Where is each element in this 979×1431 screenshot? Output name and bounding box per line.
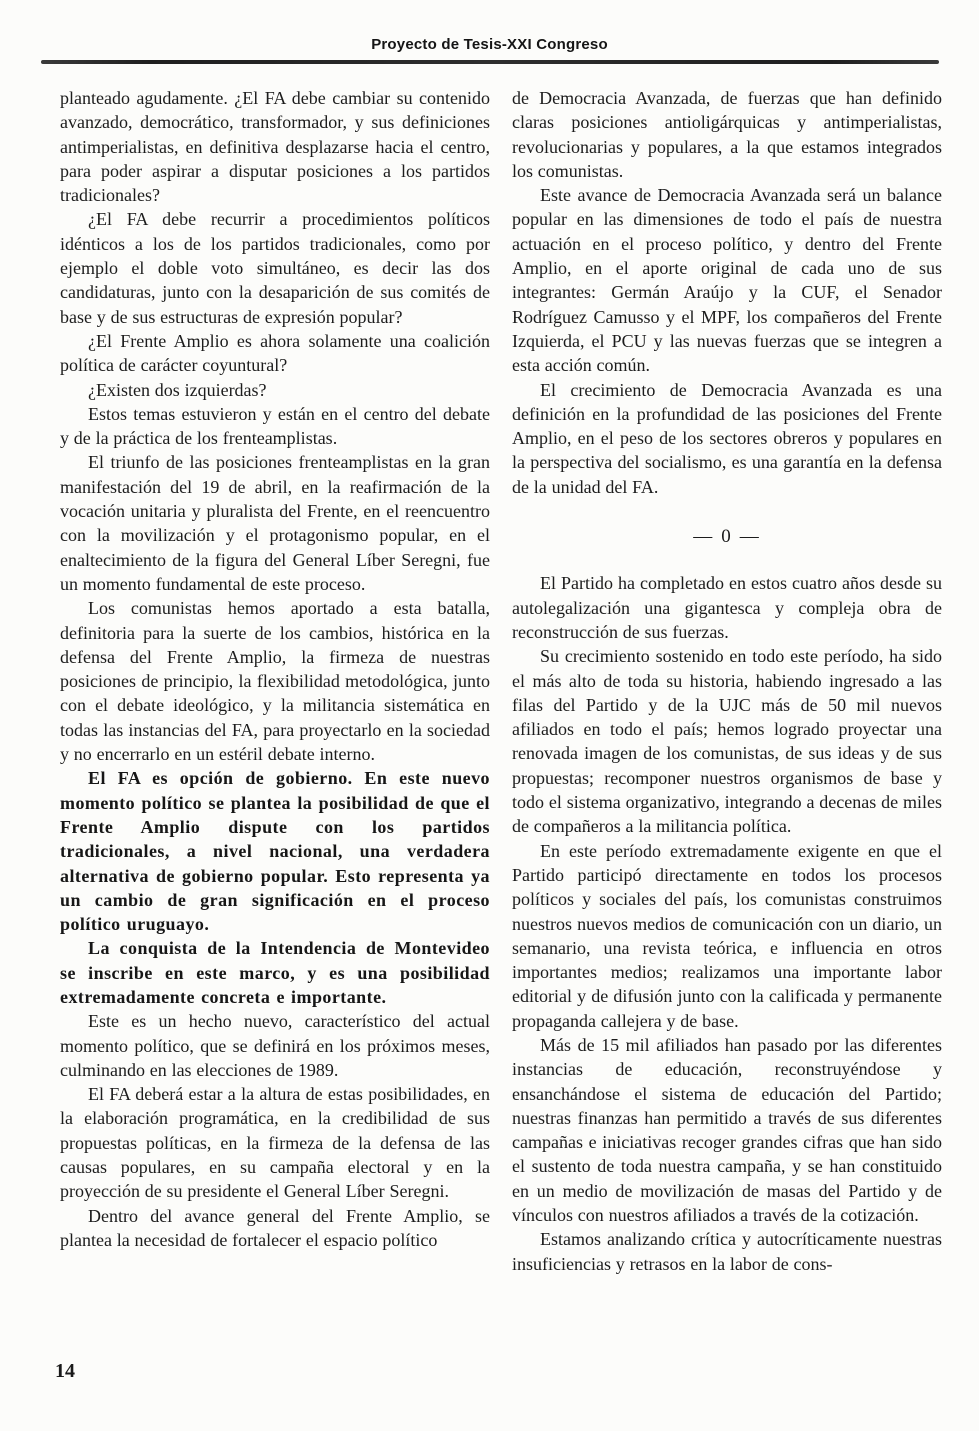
header-title: Proyecto de Tesis-XXI Congreso — [371, 36, 608, 53]
left-column — [60, 86, 490, 1276]
paragraph: Dentro del avance general del Frente Amplio, se plantea la necesidad de fortalecer el espacio político — [60, 1205, 490, 1250]
paragraph: ¿El Frente Amplio es ahora solamente una coalición política de carácter coyuntural? — [60, 330, 490, 376]
page-header — [0, 0, 979, 64]
paragraph: Los comunistas hemos aportado a esta batalla, definitoria para la suerte de los cambios, histórica en la defensa del Frente Amplio, la firmeza de nuestras posiciones de principio, la flexibilidad metodológica, junto con el debate ideológico, y la militancia sistemática en todas las instancias del FA, para proyectarlo en la sociedad y no encerrarlo en un estéril debate interno. — [60, 598, 490, 765]
paragraph: En este período extremadamente exigente en que el Partido participó directamente en todos los procesos políticos y sociales del país, los comunistas construimos nuestros nuevos medios de comunicación con un diario, un semanario, una revista teórica, e influencia en otros importantes medios; realizamos una importante labor editorial y de difusión junto con la calificada y permanente propaganda callejera y de base. — [512, 840, 942, 1031]
content-columns — [0, 64, 979, 1276]
paragraph: El FA deberá estar a la altura de estas posibilidades, en la elaboración programática, en la credibilidad de sus propuestas políticas, en la firmeza de la defensa de las causas populares, en su campaña electoral y en la proyección de su presidente el General Líber Seregni. — [60, 1084, 490, 1202]
paragraph: El crecimiento de Democracia Avanzada es una definición en la profundidad de las posiciones del Frente Amplio, en el peso de los sectores obreros y populares en la perspectiva del socialismo, es una garantía en la defensa de la unidad del FA. — [512, 379, 942, 497]
section-separator: — 0 — — [693, 526, 761, 548]
paragraph: Su crecimiento sostenido en todo este período, ha sido el más alto de toda su historia, habiendo ingresado a las filas del Partido y de la UJC más de 50 mil nuevos afiliados en todo el país; hemos logrado proyectar una renovada imagen de los comunistas, de sus ideas y de sus propuestas; recomponer nuestros organismos de base y todo el sistema organizativo, integrando a decenas de miles de compañeros a la militancia política. — [512, 646, 942, 837]
right-column — [512, 86, 942, 1276]
paragraph: Más de 15 mil afiliados han pasado por las diferentes instancias de educación, reconstruyéndose y ensanchándose el sistema de educación del Partido; nuestras finanzas han permitido a través de sus diferentes campañas e iniciativas recoger grandes cifras que han sido el sustento de toda nuestra campaña, y se han constituido en un medio de movilización de masas del Partido y de vínculos con nuestros afiliados a través de la cotización. — [512, 1034, 942, 1226]
paragraph: Estamos analizando crítica y autocríticamente nuestras insuficiencias y retrasos en la labor de cons- — [512, 1229, 942, 1274]
paragraph: ¿Existen dos izquierdas? — [88, 379, 267, 400]
paragraph: ¿El FA debe recurrir a procedimientos políticos idénticos a los de los partidos tradicionales, como por ejemplo el doble voto simultáneo, es decir las dos candidaturas, junto con la desaparición de sus comités de base y de sus estructuras de expresión popular? — [60, 209, 490, 327]
paragraph: Este es un hecho nuevo, característico del actual momento político, que se definirá en los próximos meses, culminando en las elecciones de 1989. — [60, 1011, 490, 1080]
paragraph: Estos temas estuvieron y están en el centro del debate y de la práctica de los frenteamplistas. — [60, 403, 490, 449]
paragraph: planteado agudamente. ¿El FA debe cambiar su contenido avanzado, democrático, transformador, y sus definiciones antimperialistas, en definitiva desplazarse hacia el centro, para poder aspirar a disputar posiciones a los partidos tradicionales? — [60, 88, 490, 206]
paragraph: La conquista de la Intendencia de Montevideo se inscribe en este marco, y es una posibilidad extremadamente concreta e importante. — [60, 938, 490, 1007]
paragraph: El FA es opción de gobierno. En este nuevo momento político se plantea la posibilidad de que el Frente Amplio dispute con los partidos tradicionales, a nivel nacional, una verdadera alternativa de gobierno popular. Esto representa ya un cambio de gran significación en el proceso político uruguayo. — [60, 768, 490, 935]
paragraph: Este avance de Democracia Avanzada será un balance popular en las dimensiones de todo el país de nuestra actuación en el proceso político, y dentro del Frente Amplio, en el aporte original de cada uno de sus integrantes: Germán Araújo y la CUF, el Senador Rodríguez Camusso y el MPF, los compañeros del Frente Izquierda, el PCU y las nuevas fuerzas que se integren a esta acción común. — [512, 185, 942, 376]
page-number: 14 — [55, 1360, 75, 1382]
paragraph: de Democracia Avanzada, de fuerzas que han definido claras posiciones antioligárquicas y antimperialistas, revolucionarias y populares, a la que estamos integrados los comunistas. — [512, 88, 942, 181]
paragraph: El Partido ha completado en estos cuatro años desde su autolegalización una gigantesca y compleja obra de reconstrucción de sus fuerzas. — [512, 573, 942, 642]
paragraph: El triunfo de las posiciones frenteamplistas en la gran manifestación del 19 de abril, en la reafirmación de la vocación unitaria y pluralista del Frente, en el reencuentro con la movilización y el protagonismo popular, en el enaltecimiento de la figura del General Líber Seregni, fue un momento fundamental de este proceso. — [60, 452, 490, 594]
